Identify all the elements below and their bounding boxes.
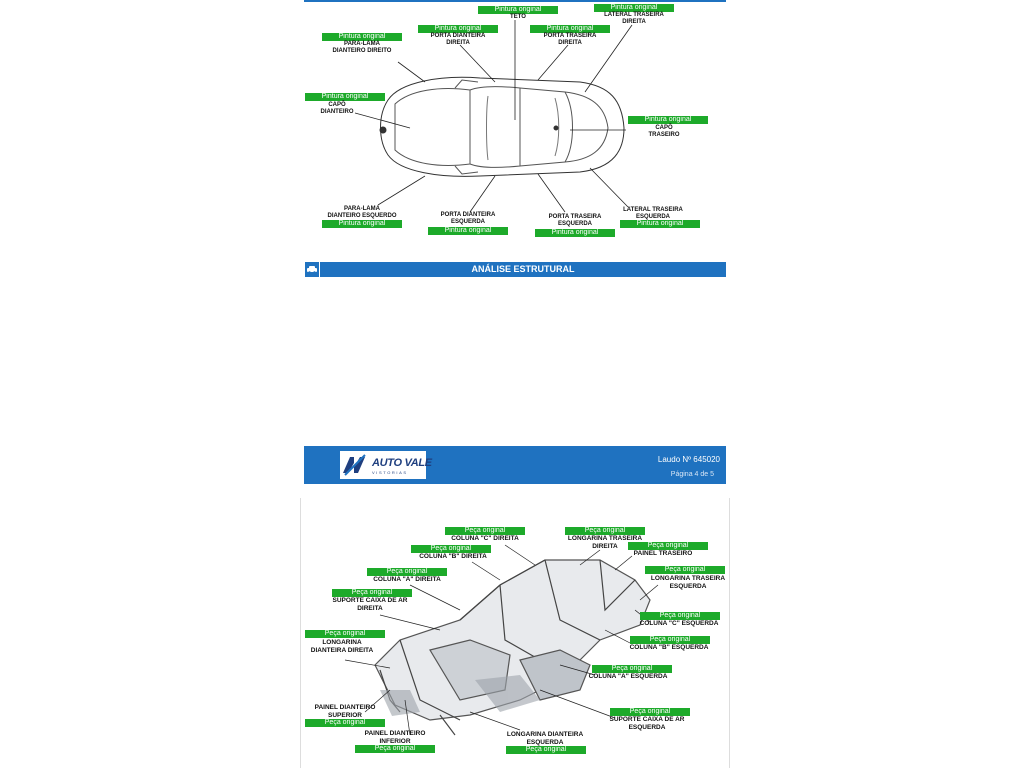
label-porta-e: PORTA DIANTEIRA ESQUERDA (440, 212, 496, 225)
status-capo-d: Pintura original (305, 93, 385, 101)
status-longarina-t-e: Peça original (645, 566, 725, 574)
status-coluna-c-d: Peça original (445, 527, 525, 535)
status-painel-d-i: Peça original (355, 745, 435, 753)
section-title: ANÁLISE ESTRUTURAL (320, 262, 726, 277)
status-suporte-e: Peça original (610, 708, 690, 716)
status-porta-d: Pintura original (418, 25, 498, 33)
label-para-lama-d: PARA-LAMA DIANTEIRO DIREITO (332, 41, 392, 54)
status-longarina-t-d: Peça original (565, 527, 645, 535)
status-coluna-b-e: Peça original (630, 636, 710, 644)
status-painel-t: Peça original (628, 542, 708, 550)
status-porta-t-e: Pintura original (535, 229, 615, 237)
label-coluna-a-d: COLUNA "A" DIREITA (373, 576, 441, 583)
status-longarina-d-e: Peça original (506, 746, 586, 754)
label-painel-d-i: PAINEL DIANTEIRO INFERIOR (364, 730, 426, 745)
status-coluna-c-e: Peça original (640, 612, 720, 620)
label-lateral-t-d: LATERAL TRASEIRA DIREITA (604, 12, 664, 25)
label-para-lama-e: PARA-LAMA DIANTEIRO ESQUERDO (327, 206, 397, 219)
status-para-lama-d: Pintura original (322, 33, 402, 41)
status-coluna-a-d: Peça original (367, 568, 447, 576)
label-suporte-e: SUPORTE CAIXA DE AR ESQUERDA (609, 716, 685, 731)
label-capo-t: CAPÔ TRASEIRO (648, 125, 680, 138)
label-longarina-d-e: LONGARINA DIANTEIRA ESQUERDA (506, 731, 584, 746)
status-longarina-d-d: Peça original (305, 630, 385, 638)
label-capo-d: CAPÔ DIANTEIRO (320, 102, 354, 115)
label-coluna-b-d: COLUNA "B" DIREITA (419, 553, 487, 560)
label-porta-d: PORTA DIANTEIRA DIREITA (430, 33, 486, 46)
label-longarina-t-d: LONGARINA TRASEIRA DIREITA (567, 535, 643, 550)
label-coluna-a-e: COLUNA "A" ESQUERDA (588, 673, 668, 680)
label-suporte-d: SUPORTE CAIXA DE AR DIREITA (332, 597, 408, 612)
label-porta-t-e: PORTA TRASEIRA ESQUERDA (548, 214, 602, 227)
status-coluna-a-e: Peça original (592, 665, 672, 673)
status-lateral-t-d: Pintura original (594, 4, 674, 12)
label-porta-t-d: PORTA TRASEIRA DIREITA (543, 33, 597, 46)
status-suporte-d: Peça original (332, 589, 412, 597)
label-teto: TETO (510, 14, 526, 20)
label-lateral-t-e: LATERAL TRASEIRA ESQUERDA (623, 207, 683, 220)
status-para-lama-e: Pintura original (322, 220, 402, 228)
status-porta-t-d: Pintura original (530, 25, 610, 33)
laudo-number: Laudo Nº 645020 (657, 455, 720, 464)
brand-sub: VISTORIAS (372, 470, 408, 475)
status-painel-d-s: Peça original (305, 719, 385, 727)
status-capo-t: Pintura original (628, 116, 708, 124)
page-number: Página 4 de 5 (670, 471, 714, 478)
brand-name: AUTO VALE (372, 457, 432, 469)
status-teto: Pintura original (478, 6, 558, 14)
label-longarina-d-d: LONGARINA DIANTEIRA DIREITA (310, 639, 374, 654)
label-coluna-b-e: COLUNA "B" ESQUERDA (629, 644, 709, 651)
status-coluna-b-d: Peça original (411, 545, 491, 553)
label-coluna-c-d: COLUNA "C" DIREITA (451, 535, 519, 542)
label-coluna-c-e: COLUNA "C" ESQUERDA (639, 620, 719, 627)
label-painel-t: PAINEL TRASEIRO (633, 550, 693, 557)
status-lateral-t-e: Pintura original (620, 220, 700, 228)
status-porta-e: Pintura original (428, 227, 508, 235)
label-painel-d-s: PAINEL DIANTEIRO SUPERIOR (314, 704, 376, 719)
label-longarina-t-e: LONGARINA TRASEIRA ESQUERDA (650, 575, 726, 590)
